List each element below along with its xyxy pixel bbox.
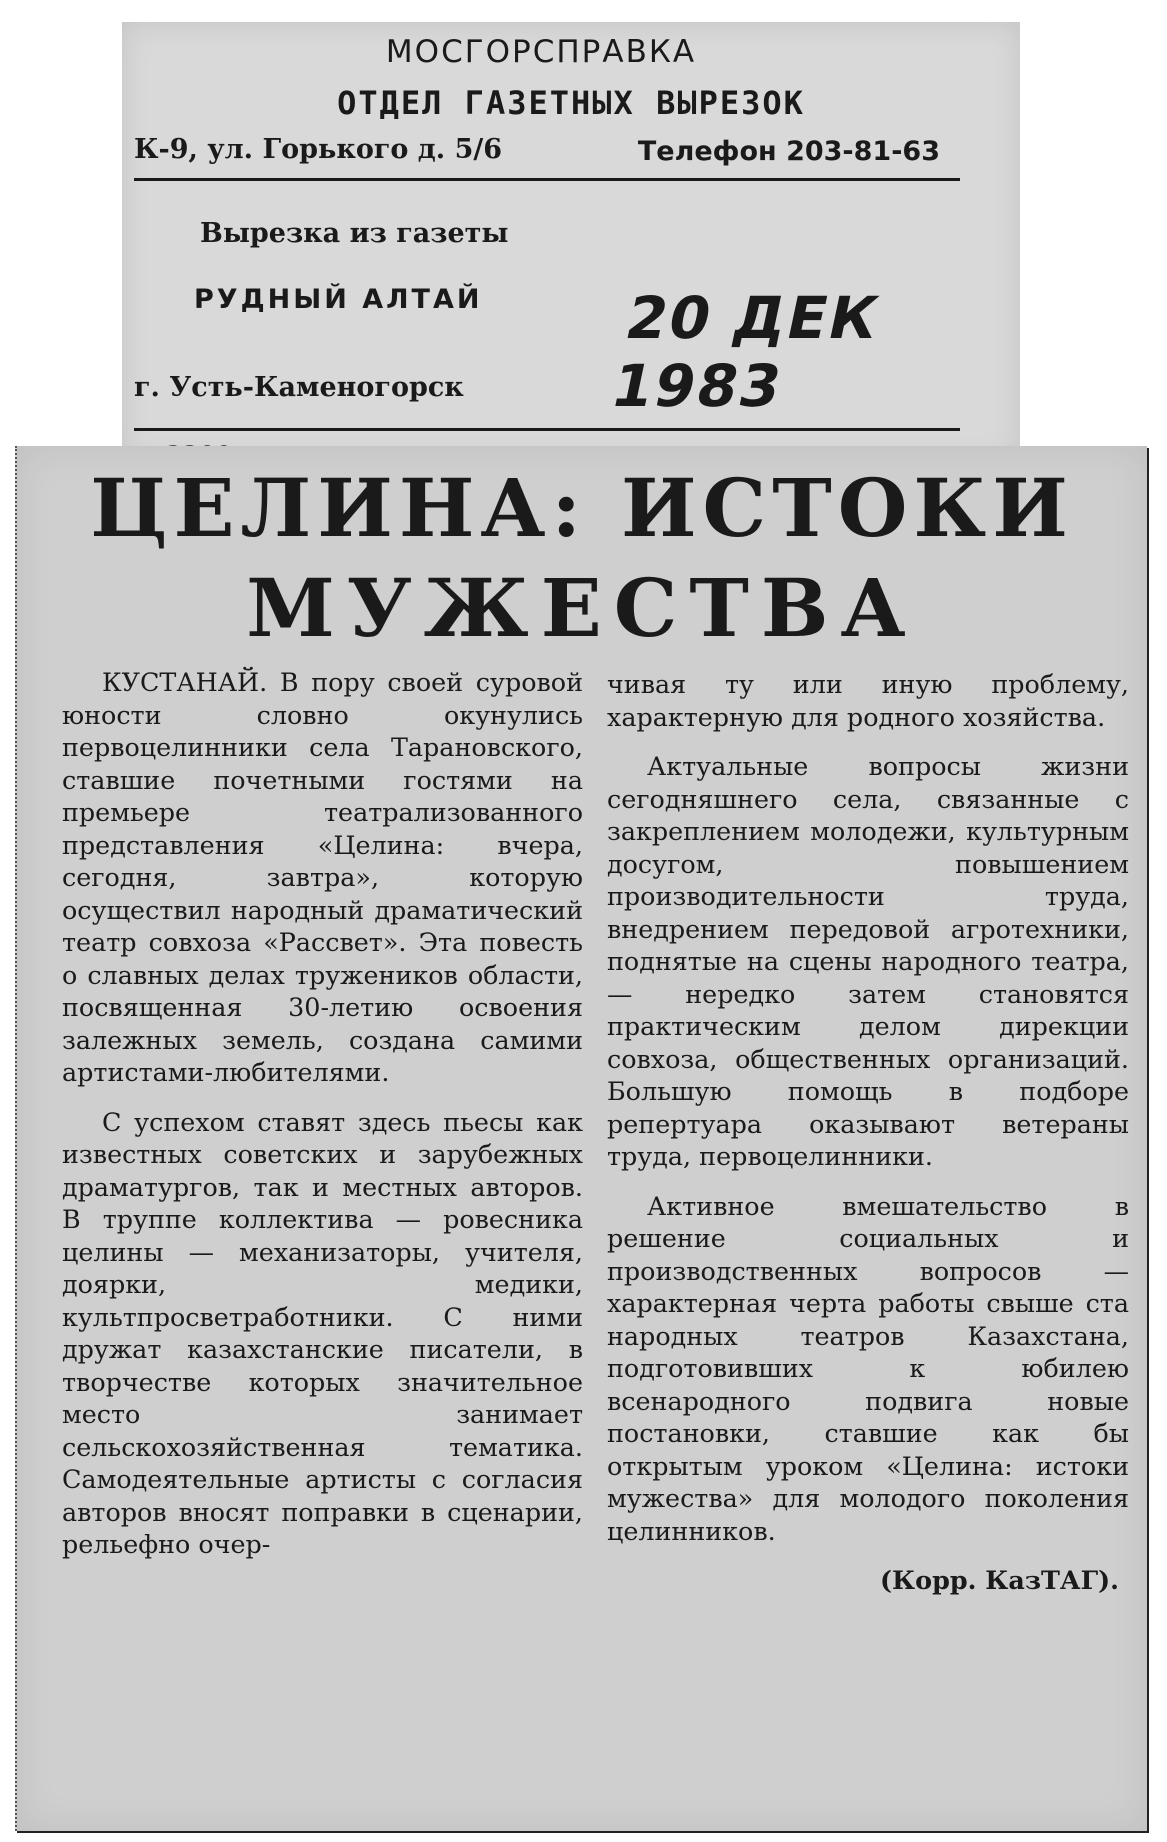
article-paragraph: чивая ту или иную проблему, характерную для родного хозяйства.	[607, 669, 1129, 732]
newspaper-city: г. Усть-Каменогорск	[134, 372, 464, 403]
headline-line-2: МУЖЕСТВА	[246, 561, 918, 655]
header-divider-top	[134, 178, 960, 181]
source-label: Вырезка из газеты	[200, 218, 509, 249]
newspaper-name: РУДНЫЙ АЛТАЙ	[194, 284, 483, 315]
article-column-left	[62, 666, 583, 1578]
header-divider-bottom	[134, 428, 960, 431]
article-signature: (Корр. КазТАГ).	[880, 1565, 1119, 1595]
agency-name: МОСГОРСПРАВКА	[385, 34, 697, 70]
department-name: ОТДЕЛ ГАЗЕТНЫХ ВЫРЕЗОК	[337, 84, 805, 122]
article-column-right	[607, 668, 1129, 1614]
agency-address: К-9, ул. Горького д. 5/6	[134, 134, 503, 165]
date-stamp: 20 ДЕК 1983	[605, 284, 887, 420]
article-paragraph: Активное вмешательство в решение социальных и производственных вопросов — характерная черта работы свыше ста народных театров Казахстана, подготовивших к юбилею всенародного подвига новые постановки, ставшие как бы открытым уроком «Целина: истоки мужества» для молодого поколения целинников.	[607, 1190, 1129, 1546]
headline-line-1: ЦЕЛИНА: ИСТОКИ	[90, 461, 1074, 555]
article-clipping	[15, 446, 1147, 1831]
article-headline	[17, 458, 1147, 658]
agency-phone: Телефон 203-81-63	[637, 136, 940, 167]
article-paragraph: С успехом ставят здесь пьесы как известных советских и зарубежных драматургов, так и местных авторов. В труппе коллектива — ровесника целины — механизаторы, учителя, доярки, медики, культпросветработники. С ними дружат казахстанские писатели, в творчестве которых значительное место занимает сельскохозяйственная тематика. Самодеятельные артисты с согласия авторов вносят поправки в сценарии, рельефно очер-	[62, 1106, 583, 1559]
article-paragraph: КУСТАНАЙ. В пору своей суровой юности словно окунулись первоцелинники села Тарановского, ставшие почетными гостями на премьере театрализованного представления «Целина: вчера, сегодня, завтра», которую осуществил народный драматический театр совхоза «Рассвет». Эта повесть о славных делах тружеников области, посвященная 30-летию освоения залежных земель, создана самими артистами-любителями.	[62, 667, 583, 1087]
article-paragraph: Актуальные вопросы жизни сегодняшнего села, связанные с закреплением молодежи, культурным досугом, повышением производительности труда, внедрением передовой агротехники, поднятые на сцены народного театра, — нередко затем становятся практическим делом дирекции совхоза, общественных организаций. Большую помощь в подборе репертуара оказывают ветераны труда, первоцелинники.	[607, 751, 1129, 1171]
clipping-header-slip	[122, 22, 1020, 462]
